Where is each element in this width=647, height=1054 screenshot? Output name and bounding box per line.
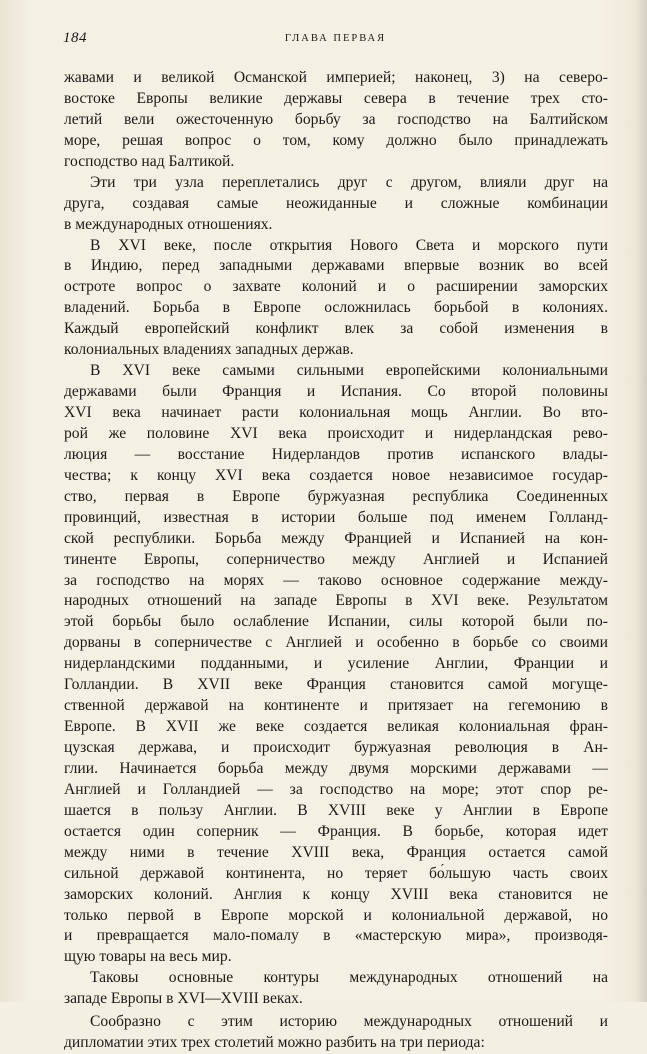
text-line: друга, создавая самые неожиданные и сложные комбинации (64, 194, 608, 212)
text-line: провинций, известная в истории больше под именем Голланд- (64, 508, 608, 526)
text-line: Эти три узла переплетались друг с другом, влияли друг на (90, 173, 608, 191)
text-line: Англией и Голландией — за господство на море; этот спор ре- (64, 780, 608, 798)
text-line: ство, первая в Европе буржуазная республика Соединенных (64, 487, 608, 505)
running-head: ГЛАВА ПЕРВАЯ (284, 33, 387, 44)
text-line: цузская держава, и происходит буржуазная революция в Ан- (64, 739, 608, 756)
text-line: за господство на морях — таково основное содержание между- (64, 571, 608, 589)
text-line: XVI века начинает расти колониальная мощь Англии. Во вто- (64, 404, 608, 421)
text-line: чества; к концу XVI века создается новое независимое государ- (64, 466, 608, 484)
text-line: народных отношений на западе Европы в XVI веке. Результатом (64, 592, 608, 610)
text-line: ской республики. Борьба между Францией и Испанией на кон- (64, 529, 608, 547)
text-line: в международных отношениях. (64, 215, 273, 233)
text-line: щую товары на весь мир. (64, 948, 232, 966)
text-line: глии. Начинается борьба между двумя морскими державами — (64, 759, 608, 777)
text-line: заморских колоний. Англия к концу XVIII века становится не (64, 885, 608, 903)
text-line: Каждый европейский конфликт влек за собой изменения в (64, 320, 608, 338)
text-line: востоке Европы великие державы севера в течение трех сто- (64, 89, 608, 107)
page-spine-shadow (635, 0, 647, 1002)
text-line: шается в пользу Англии. В XVIII веке у Англии в Европе (64, 801, 608, 819)
text-line: люция — восстание Нидерландов против испанского влады- (64, 445, 608, 463)
text-line: западе Европы в XVI—XVIII веках. (64, 990, 303, 1008)
text-line: колониальных владениях западных держав. (64, 341, 354, 359)
text-line: только первой в Европе морской и колониальной державой, но (64, 906, 608, 924)
text-line: море, решая вопрос о том, кому должно было принадлежать (64, 131, 608, 149)
text-line: державами были Франция и Испания. Со второй половины (64, 383, 608, 401)
page-header (63, 30, 608, 50)
text-line: остается один соперник — Франция. В борьбе, которая идет (64, 822, 608, 840)
text-line: владений. Борьба в Европе осложнилась борьбой в колониях. (64, 299, 608, 317)
text-line: остроте вопрос о захвате колоний и о расширении заморских (64, 278, 608, 296)
text-line: и превращается мало-помалу в «мастерскую мира», производя- (64, 927, 608, 945)
text-line: Сообразно с этим историю международных отношений и (90, 1013, 608, 1031)
text-line: дорваны в соперничестве с Англией и особенно в борьбе со своими (64, 634, 608, 652)
text-line: тиненте Европы, соперничество между Англией и Испанией (64, 550, 608, 568)
text-line: дипломатии этих трех столетий можно разбить на три периода: (64, 1034, 485, 1052)
text-line: в Индию, перед западными державами впервые возник во всей (64, 257, 608, 275)
body-text (64, 68, 608, 1054)
text-line: между ними в течение XVIII века, Франция остается самой (64, 843, 608, 861)
text-line: В XVI веке, после открытия Нового Света и морского пути (90, 236, 608, 254)
text-line: В XVI веке самыми сильными европейскими колониальными (90, 362, 608, 380)
text-line: рой же половине XVI века происходит и нидерландская рево- (64, 424, 608, 442)
text-line: сильной державой континента, но теряет бо́льшую часть своих (64, 864, 608, 882)
text-line: Таковы основные контуры международных отношений на (90, 969, 608, 987)
text-line: этой борьбы было ослабление Испании, силы которой были по- (64, 613, 608, 631)
text-line: ственной державой на континенте и притязает на гегемонию в (64, 697, 608, 715)
text-line: летий вели ожесточенную борьбу за господство на Балтийском (64, 110, 608, 128)
text-line: нидерландскими подданными, и усиление Англии, Франции и (64, 655, 608, 673)
page-number: 184 (63, 30, 87, 46)
text-line: Голландии. В XVII веке Франция становится самой могуще- (64, 676, 608, 694)
text-line: жавами и великой Османской империей; наконец, 3) на северо- (64, 69, 608, 86)
text-line: Европе. В XVII же веке создается великая колониальная фран- (64, 718, 608, 736)
text-line: господство над Балтикой. (64, 152, 235, 170)
